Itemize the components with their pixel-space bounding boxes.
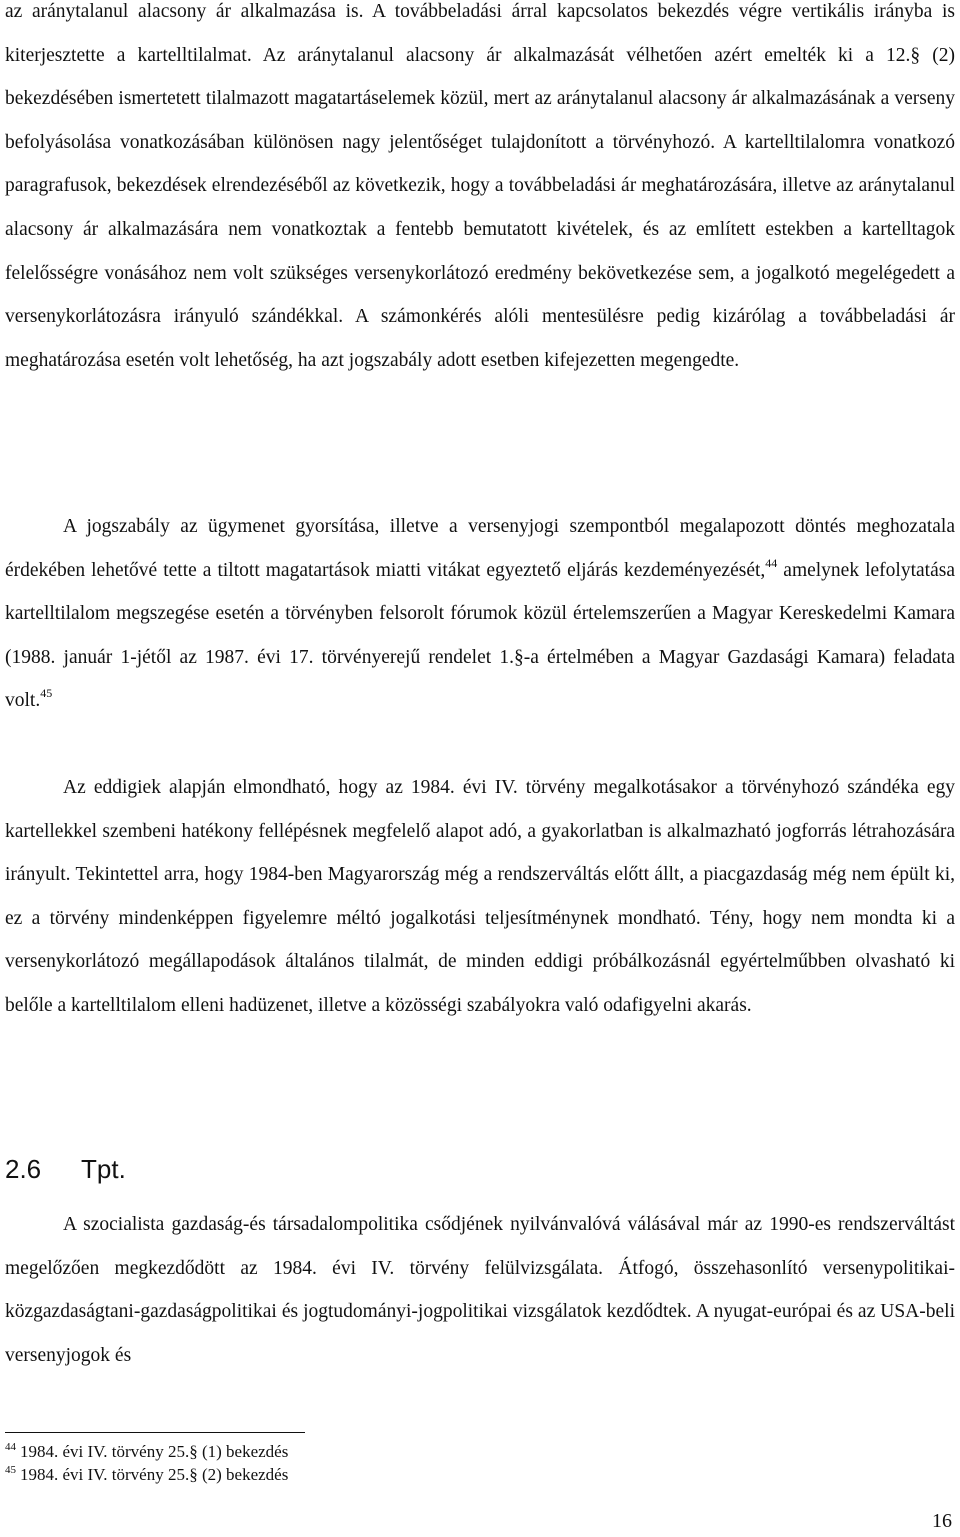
footnote-ref-44[interactable]: 44 [765,555,778,570]
paragraph-summary: Az eddigiek alapján elmondható, hogy az 1984. évi IV. törvény megalkotásakor a törvényhozó szándéka egy kartellekkel szembeni hatékony fellépésnek megfelelő alapot adó, a gyakorlatban is alkalmazható jogforrás létrahozására irányult. Tekintettel arra, hogy 1984-ben Magyarország még a rendszerváltás előtt állt, a piacgazdaság még nem épült ki, ez a törvény mindenképpen figyelemre méltó jogalkotási teljesítménynek mondható. Tény, hogy nem mondta ki a versenykorlátozó megállapodások általános tilalmát, de minden eddigi próbálkozásnál egyértelműbben olvasható ki belőle a kartelltilalom elleni hadüzenet, illetve a közösségi szabályokra való odafigyelni akarás. [5,777,955,1016]
paragraph-text-part-1: A jogszabály az ügymenet gyorsítása, illetve a versenyjogi szempontból megalapozott döntés meghozatala érdekében lehetővé tette a tiltott magatartások miatti vitákat egyeztető eljárás kezdeményezését, [5,516,955,581]
footnote-number: 44 [5,1441,16,1453]
footnote-44 [5,1440,705,1463]
footnote-number: 45 [5,1464,16,1476]
section-heading [5,1152,126,1186]
page-number: 16 [932,1510,952,1532]
paragraph-text-part-2: amelynek lefolytatása kartelltilalom megszegése esetén a törvényben felsorolt fórumok közül értelemszerűen a Magyar Kereskedelmi Kamara (1988. január 1-jétől az 1987. évi 17. törvényerejű rendelet 1.§-a értelmében a Magyar Gazdasági Kamara) feladata volt. [5,559,955,712]
footnote-text: 1984. évi IV. törvény 25.§ (2) bekezdés [20,1465,289,1484]
paragraph-review: A szocialista gazdaság-és társadalompolitika csődjének nyilvánvalóvá válásával már az 1990-es rendszerváltást megelőzően megkezdődött az 1984. évi IV. törvény felülvizsgálata. Átfogó, összehasonlító versenypolitikai-közgazdaságtani-gazdaságpolitikai és jogtudományi-jogpolitikai vizsgálatok kezdődtek. A nyugat-európai és az USA-beli versenyjogok és [5,1214,955,1366]
paragraph-cartel-prohibition: az aránytalanul alacsony ár alkalmazása is. A továbbeladási árral kapcsolatos bekezdés végre vertikális irányba is kiterjesztette a kartelltilalmat. Az aránytalanul alacsony ár alkalmazását vélhetően azért emelték ki a 12.§ (2) bekezdésében ismertetett tilalmazott magatartáselemek közül, mert az aránytalanul alacsony ár alkalmazásának a verseny befolyásolása vonatkozásában különösen nagy jelentőséget tulajdonított a törvényhozó. A kartelltilalomra vonatkozó paragrafusok, bekezdések elrendezéséből az következik, hogy a továbbeladási ár meghatározására, illetve az aránytalanul alacsony ár alkalmazására nem vonatkoztak a fentebb bemutatott kivételek, és az említett estekben a kartelltagok felelősségre vonásához nem volt szükséges versenykorlátozó eredmény bekövetkezése sem, a jogalkotó megelégedett a versenykorlátozásra irányuló szándékkal. A számonkérés alóli mentesülésre pedig kizárólag a továbbeladási ár meghatározása esetén volt lehetőség, ha azt jogszabály adott esetben kifejezetten megengedte. [5,1,955,371]
footnotes [5,1440,705,1486]
footnote-separator [5,1432,305,1433]
footnote-text: 1984. évi IV. törvény 25.§ (1) bekezdés [20,1442,289,1461]
section-title: Tpt. [81,1154,126,1184]
section-number: 2.6 [5,1154,42,1184]
footnote-ref-45[interactable]: 45 [40,686,53,701]
paragraph-conciliation-procedure [5,505,955,723]
footnote-45 [5,1463,705,1486]
